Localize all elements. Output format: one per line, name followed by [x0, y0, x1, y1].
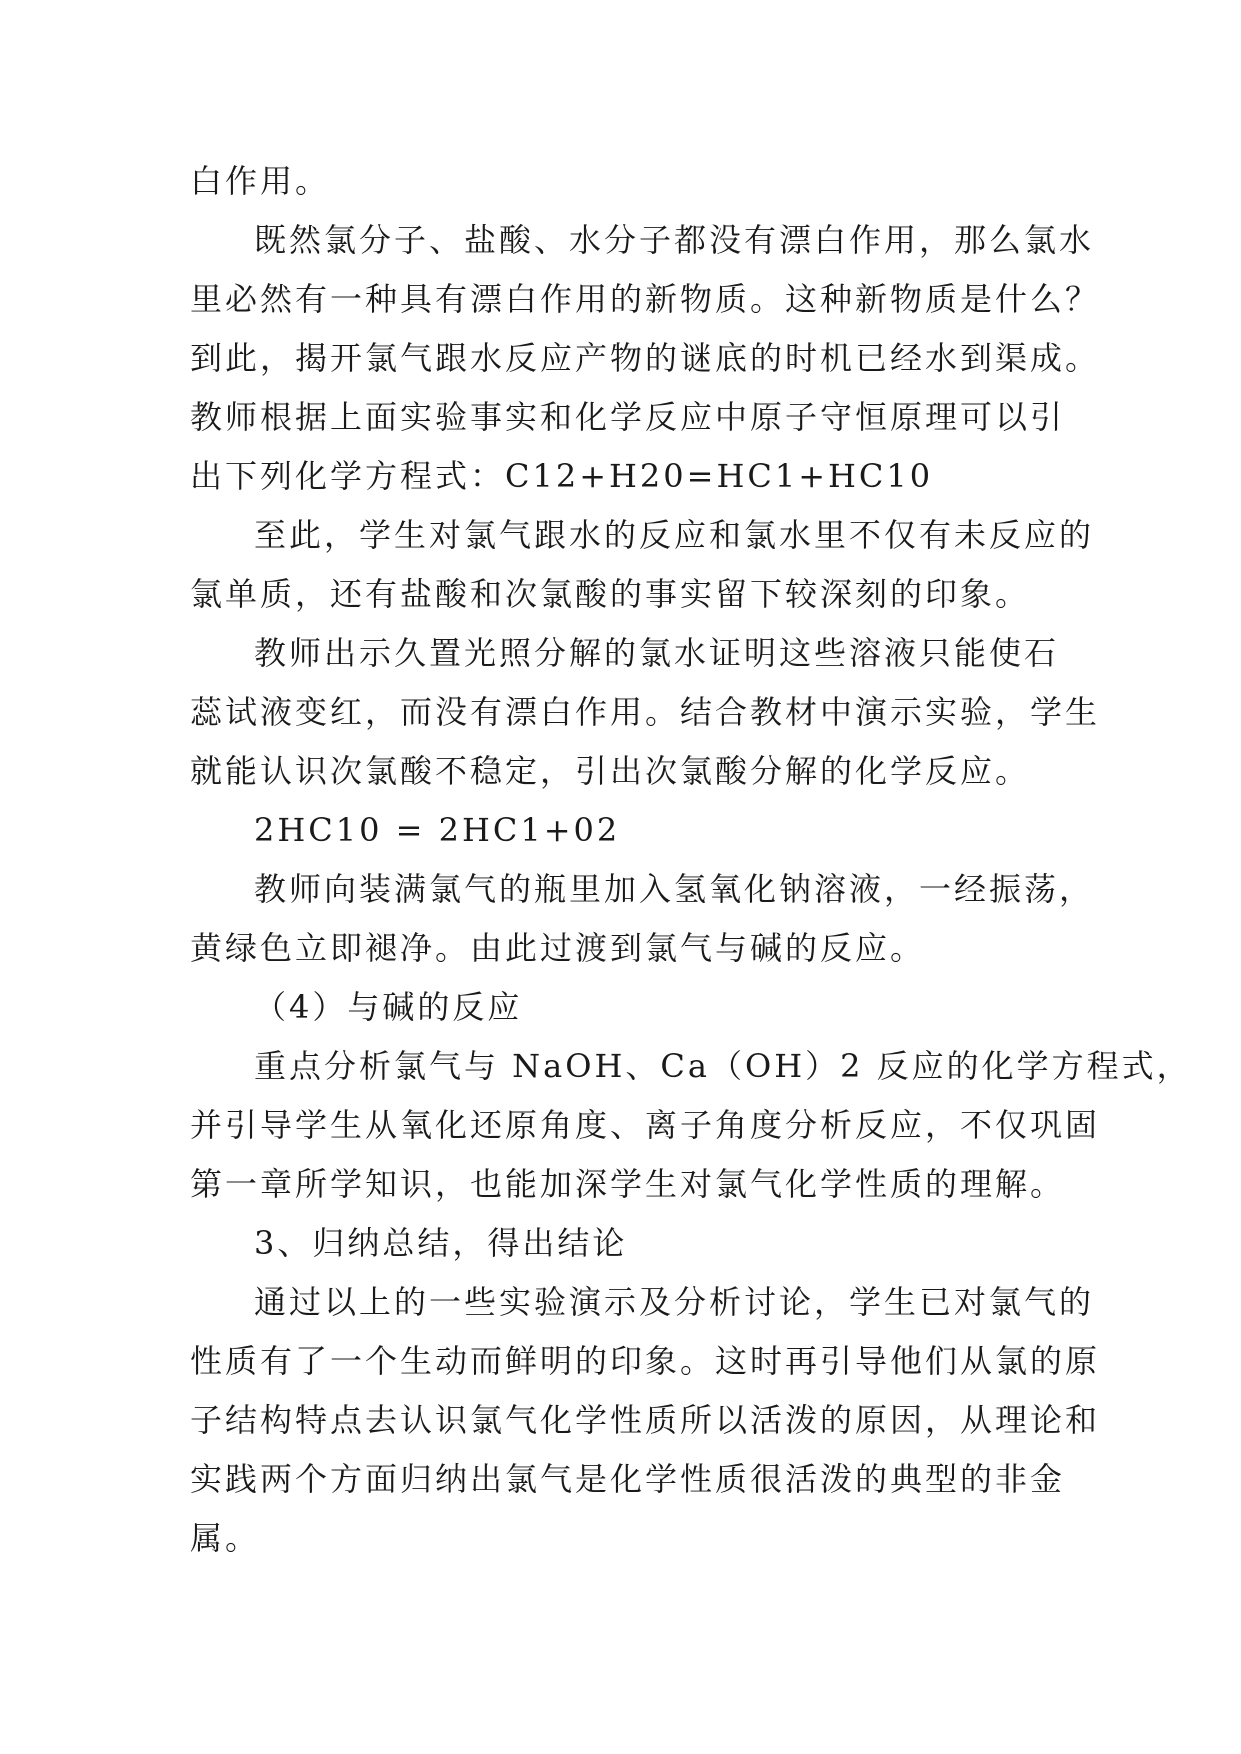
paragraph-start-line: 既然氯分子、盐酸、水分子都没有漂白作用，那么氯水: [254, 221, 1095, 259]
paragraph-start-line: 通过以上的一些实验演示及分析讨论，学生已对氯气的: [254, 1283, 1095, 1321]
text-line: 里必然有一种具有漂白作用的新物质。这种新物质是什么？: [190, 280, 1101, 318]
text-line: 氯单质，还有盐酸和次氯酸的事实留下较深刻的印象。: [190, 575, 1031, 613]
section-heading: （4）与碱的反应: [254, 988, 523, 1026]
text-line: 子结构特点去认识氯气化学性质所以活泼的原因，从理论和: [190, 1401, 1101, 1439]
body-text: [190, 152, 1192, 1568]
text-line: 属。: [190, 1519, 261, 1557]
text-line: 性质有了一个生动而鲜明的印象。这时再引导他们从氯的原: [190, 1342, 1101, 1380]
text-line: 实践两个方面归纳出氯气是化学性质很活泼的典型的非金: [190, 1460, 1066, 1498]
paragraph-start-line: 至此，学生对氯气跟水的反应和氯水里不仅有未反应的: [254, 516, 1095, 554]
paragraph-start-line: 教师向装满氯气的瓶里加入氢氧化钠溶液，一经振荡，: [254, 870, 1095, 908]
text-line: 就能认识次氯酸不稳定，引出次氯酸分解的化学反应。: [190, 752, 1031, 790]
text-line: 蕊试液变红，而没有漂白作用。结合教材中演示实验，学生: [190, 693, 1101, 731]
text-line: 第一章所学知识，也能加深学生对氯气化学性质的理解。: [190, 1165, 1066, 1203]
paragraph-start-line: 重点分析氯气与 NaOH、Ca（OH）2 反应的化学方程式，: [254, 1047, 1192, 1085]
text-line: 黄绿色立即褪净。由此过渡到氯气与碱的反应。: [190, 929, 926, 967]
text-line: 白作用。: [190, 162, 331, 200]
text-line: 并引导学生从氧化还原角度、离子角度分析反应，不仅巩固: [190, 1106, 1101, 1144]
text-line: 到此，揭开氯气跟水反应产物的谜底的时机已经水到渠成。: [190, 339, 1101, 377]
equation-line: 出下列化学方程式：C12+H20=HC1+HC10: [190, 457, 934, 495]
text-line: 教师根据上面实验事实和化学反应中原子守恒原理可以引: [190, 398, 1066, 436]
paragraph-start-line: 教师出示久置光照分解的氯水证明这些溶液只能使石: [254, 634, 1060, 672]
section-heading: 3、归纳总结，得出结论: [254, 1224, 628, 1262]
equation-line: 2HC10 = 2HC1+02: [254, 811, 621, 849]
